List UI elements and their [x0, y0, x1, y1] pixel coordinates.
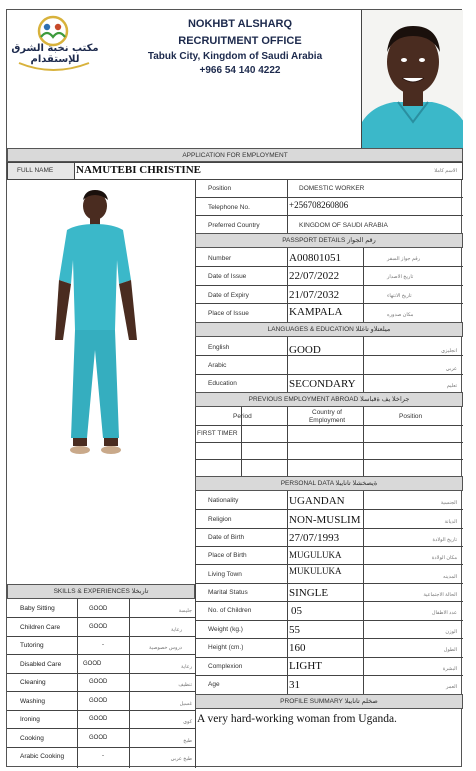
skill-children-care-value: GOOD — [89, 624, 108, 630]
passport-number-arabic: رقم جواز السفر — [387, 256, 421, 262]
skill-washing-label: Washing — [20, 698, 46, 705]
position-value: DOMESTIC WORKER — [299, 185, 365, 192]
passport-header: PASSPORT DETAILS رقم الجواز — [195, 233, 463, 248]
position-label: Position — [208, 185, 232, 192]
portrait-photo — [361, 10, 463, 148]
profile-header: PROFILE SUMMARY صخلم تانايبلا — [195, 694, 463, 709]
full-body-photo — [7, 180, 195, 584]
passport-number-label: Number — [208, 255, 232, 262]
weight-value: 55 — [289, 624, 300, 636]
expiry-date-label: Date of Expiry — [208, 292, 249, 299]
skill-ironing-arabic: كوي — [183, 719, 192, 725]
skill-baby-sitting-arabic: جليسة — [178, 608, 192, 614]
skill-tutoring-value: - — [102, 642, 104, 648]
portrait-person-icon — [362, 10, 463, 148]
height-label: Height (cm.) — [208, 644, 244, 651]
issue-date-value: 22/07/2022 — [289, 270, 340, 282]
application-form — [6, 9, 462, 767]
skill-washing-value: GOOD — [89, 698, 108, 704]
dob-value: 27/07/1993 — [289, 532, 340, 544]
education-label: Education — [208, 380, 237, 387]
weight-arabic: الوزن — [445, 629, 457, 635]
employment-col-period: Period — [233, 413, 252, 420]
living-town-label: Living Town — [208, 571, 242, 578]
skill-baby-sitting-value: GOOD — [89, 606, 108, 612]
telephone-label: Telephone No. — [208, 204, 250, 211]
skill-cooking-arabic: طبخ — [183, 738, 192, 744]
age-label: Age — [208, 681, 220, 688]
english-value: GOOD — [289, 344, 321, 356]
employment-row-period: FIRST TIMER — [197, 430, 238, 437]
weight-label: Weight (kg.) — [208, 626, 243, 633]
nationality-label: Nationality — [208, 497, 239, 504]
place-of-birth-arabic: مكان الولادة — [431, 555, 457, 561]
skill-baby-sitting-label: Baby Sitting — [20, 605, 55, 612]
religion-label: Religion — [208, 516, 232, 523]
height-value: 160 — [289, 642, 306, 654]
education-arabic: تعليم — [446, 383, 457, 389]
skill-arabic-cooking-arabic: طبخ عربي — [170, 756, 192, 762]
skill-tutoring-label: Tutoring — [20, 642, 44, 649]
issue-date-label: Date of Issue — [208, 273, 247, 280]
english-arabic: انجليزي — [441, 348, 457, 354]
employment-col-country: Country of Employment — [308, 409, 346, 424]
marital-status-value: SINGLE — [289, 587, 329, 599]
skill-cooking-value: GOOD — [89, 735, 108, 741]
skill-disabled-care-arabic: رعاية — [181, 664, 192, 670]
place-of-issue-label: Place of Issue — [208, 310, 249, 317]
living-town-arabic: المدينه — [442, 574, 457, 580]
full-name-arabic: الاسم كاملا — [434, 168, 457, 174]
skills-header: SKILLS & EXPERIENCES تاربخلا — [7, 584, 195, 599]
place-of-issue-arabic: مكان صدوره — [387, 312, 414, 318]
skill-ironing-value: GOOD — [89, 716, 108, 722]
dob-arabic: تاريخ الولادة — [432, 537, 457, 543]
nationality-arabic: الجنسية — [440, 500, 457, 506]
form-title-bar: APPLICATION FOR EMPLOYMENT — [7, 148, 463, 162]
issue-date-arabic: تاريخ الاصدار — [387, 274, 414, 280]
skill-cleaning-arabic: تنظيف — [178, 682, 192, 688]
skill-washing-arabic: غسيل — [179, 701, 192, 707]
skill-tutoring-arabic: دروس خصوصية — [149, 645, 182, 651]
skill-children-care-label: Children Care — [20, 624, 61, 631]
telephone-value: +256708260806 — [289, 200, 349, 210]
living-town-value: MUKULUKA — [289, 566, 342, 576]
skill-cooking-label: Cooking — [20, 735, 44, 742]
place-of-issue-value: KAMPALA — [289, 306, 343, 318]
education-value: SECONDARY — [289, 378, 356, 390]
place-of-birth-value: MUGULUKA — [289, 550, 342, 560]
children-arabic: عدد الاطفال — [431, 610, 457, 616]
children-value: 05 — [291, 605, 302, 617]
skill-arabic-cooking-label: Arabic Cooking — [20, 753, 65, 760]
age-arabic: العمر — [446, 684, 457, 690]
english-label: English — [208, 344, 230, 351]
passport-number-value: A00801051 — [289, 252, 341, 264]
complexion-arabic: البشرة — [442, 666, 457, 672]
skill-ironing-label: Ironing — [20, 716, 40, 723]
skill-children-care-arabic: رعاية — [171, 627, 182, 633]
office-address: Tabuk City, Kingdom of Saudi Arabia — [147, 51, 323, 62]
skill-cleaning-value: GOOD — [89, 679, 108, 685]
logo-text: مكتب نخبة الشرق للإستقدام — [11, 43, 99, 65]
skill-cleaning-label: Cleaning — [20, 679, 46, 686]
complexion-value: LIGHT — [289, 660, 322, 672]
full-name-label: FULL NAME — [17, 167, 54, 174]
arabic-label: Arabic — [208, 362, 227, 369]
skill-arabic-cooking-value: - — [102, 753, 104, 759]
preferred-country-label: Preferred Country — [208, 222, 260, 229]
profile-summary-text: A very hard-working woman from Uganda. — [197, 713, 397, 725]
religion-arabic: الديانة — [444, 519, 457, 525]
employment-header: PREVIOUS EMPLOYMENT ABROAD جراخلا يف ةقباسلا — [195, 392, 463, 407]
preferred-country-value: KINGDOM OF SAUDI ARABIA — [299, 222, 388, 229]
age-value: 31 — [289, 679, 300, 691]
expiry-date-arabic: تاريخ الانتهاء — [387, 293, 412, 299]
place-of-birth-label: Place of Birth — [208, 552, 247, 559]
marital-status-arabic: الحالة الاجتماعية — [423, 592, 457, 598]
marital-status-label: Marital Status — [208, 589, 248, 596]
religion-value: NON-MUSLIM — [289, 514, 361, 526]
office-phone: +966 54 140 4222 — [199, 65, 281, 76]
nationality-value: UGANDAN — [289, 495, 345, 507]
skill-disabled-care-label: Disabled Care — [20, 661, 62, 668]
expiry-date-value: 21/07/2032 — [289, 289, 340, 301]
full-name-value: NAMUTEBI CHRISTINE — [76, 164, 201, 176]
office-subtitle: RECRUITMENT OFFICE — [178, 35, 302, 47]
skill-disabled-care-value: GOOD — [83, 661, 102, 667]
personal-header: PERSONAL DATA ةيصخشلا تانايبلا — [195, 476, 463, 491]
full-body-person-icon — [7, 180, 195, 480]
children-label: No. of Children — [208, 607, 252, 614]
office-name: NOKHBT ALSHARQ — [187, 18, 293, 30]
employment-col-position: Position — [399, 413, 423, 420]
arabic-arabic: عربي — [445, 366, 457, 372]
dob-label: Date of Birth — [208, 534, 245, 541]
height-arabic: الطول — [443, 647, 457, 653]
languages-header: LANGUAGES & EDUCATION ميلعتلاو تاغللا — [195, 322, 463, 337]
complexion-label: Complexion — [208, 663, 243, 670]
office-logo — [9, 13, 127, 75]
